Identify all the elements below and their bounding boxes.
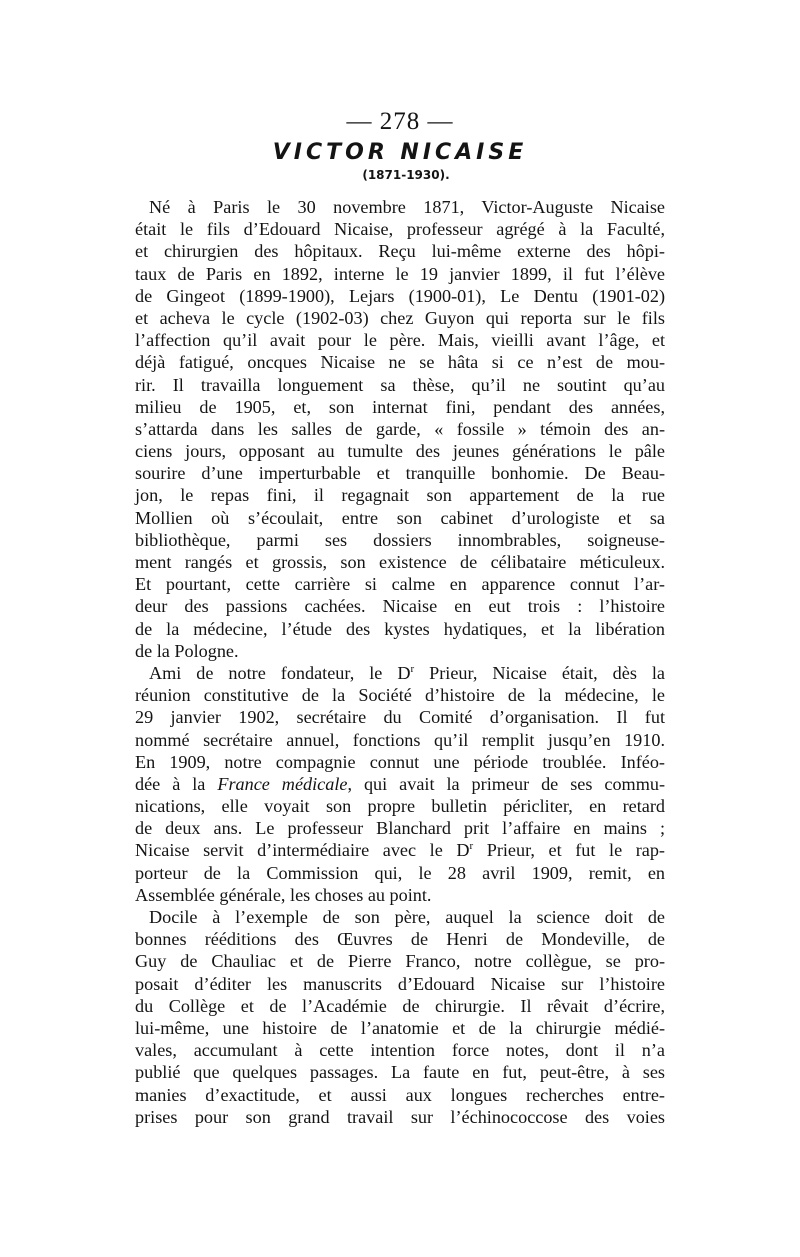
text-line [135,285,665,307]
text-line [135,1061,665,1083]
text-run: porteur de la Commission qui, le 28 avril 1909, remit, en [135,862,665,883]
superscript: r [410,662,415,675]
text-run: publié que quelques passages. La faute en fut, peut-être, à ses [135,1062,665,1083]
text-line [135,240,665,262]
text-run: s’attarda dans les salles de garde, « fossile » témoin des an- [135,418,665,439]
text-line [135,751,665,773]
text-line [135,573,665,595]
text-line [135,396,665,418]
text-run: déjà fatigué, oncques Nicaise ne se hâta si ce n’est de mou- [135,352,665,373]
text-run: de la Pologne. [135,640,239,661]
text-line [135,1084,665,1106]
text-run: Ami de notre fondateur, le D [149,662,411,683]
text-line [135,351,665,373]
text-run: du Collège et de l’Académie de chirurgie. Il rêvait d’écrire, [135,995,665,1016]
text-line [135,1106,665,1128]
text-run: milieu de 1905, et, son internat fini, pendant des années, [135,396,665,417]
text-line [135,884,665,906]
text-line [135,684,665,706]
body-text [135,196,665,1128]
text-run: bonnes rééditions des Œuvres de Henri de Mondeville, de [135,929,665,950]
text-run: vales, accumulant à cette intention force notes, dont il n’a [135,1040,665,1061]
text-run: et chirurgien des hôpitaux. Reçu lui-même externe des hôpi- [135,241,665,262]
text-run: lui-même, une histoire de l’anatomie et de la chirurgie médié- [135,1017,665,1038]
text-run: Mollien où s’écoulait, entre son cabinet d’urologiste et sa [135,507,665,528]
text-run: Prieur, Nicaise était, dès la [414,662,665,683]
text-run: bibliothèque, parmi ses dossiers innombrables, soigneuse- [135,529,665,550]
text-line [135,440,665,462]
text-run: Né à Paris le 30 novembre 1871, Victor-Auguste Nicaise [149,197,665,217]
text-line [135,1017,665,1039]
text-run: de la médecine, l’étude des kystes hydatiques, et la libération [135,618,665,639]
text-line [135,906,665,928]
text-run: nommé secrétaire annuel, fonctions qu’il remplit jusqu’en 1910. [135,729,665,750]
text-line [135,329,665,351]
text-run: jon, le repas fini, il regagnait son appartement de la rue [135,485,665,506]
text-line [135,218,665,240]
text-run: Docile à l’exemple de son père, auquel la science doit de [149,907,665,927]
text-line [135,196,665,218]
text-run: Assemblée générale, les choses au point. [135,884,432,905]
text-run: En 1909, notre compagnie connut une période troublée. Inféo- [135,751,665,772]
text-line [135,640,665,662]
text-line [135,995,665,1017]
text-run: deur des passions cachées. Nicaise en eut trois : l’histoire [135,596,665,617]
article-title: VICTOR NICAISE [272,140,528,165]
text-line [135,973,665,995]
text-run: l’affection qu’il avait pour le père. Mais, vieilli avant l’âge, et [135,330,665,351]
text-line [135,374,665,396]
text-run: de Gingeot (1899-1900), Lejars (1900-01), Le Dentu (1901-02) [135,285,665,306]
text-run: ment rangés et grossis, son existence de célibataire méticuleux. [135,552,665,572]
text-run: posait d’éditer les manuscrits d’Edouard Nicaise sur l’histoire [135,973,665,994]
text-line [135,462,665,484]
text-run: Et pourtant, cette carrière si calme en apparence connut l’ar- [135,574,665,595]
text-run: 29 janvier 1902, secrétaire du Comité d’organisation. Il fut [135,707,665,728]
text-line [135,817,665,839]
text-line [135,307,665,329]
text-line [135,862,665,884]
text-line [135,950,665,972]
text-line [135,662,665,684]
text-line [135,263,665,285]
text-line [135,507,665,529]
text-line [135,618,665,640]
text-run: Nicaise servit d’intermédiaire avec le D [135,840,470,861]
text-line [135,418,665,440]
text-run: dée à la [135,773,218,794]
italic-title: France médicale [217,773,348,794]
text-run: de deux ans. Le professeur Blanchard prit l’affaire en mains ; [135,818,665,839]
text-line [135,1039,665,1061]
text-run: sourire d’une imperturbable et tranquille bonhomie. De Beau- [135,463,665,484]
text-run: Guy de Chauliac et de Pierre Franco, notre collègue, se pro- [135,951,665,972]
text-run: , qui avait la primeur de ses commu- [347,773,666,794]
text-run: était le fils d’Edouard Nicaise, professeur agrégé à la Faculté, [135,219,665,240]
text-line [135,839,665,861]
text-run: réunion constitutive de la Société d’histoire de la médecine, le [135,685,665,706]
page-number: — 278 — [346,108,454,135]
text-line [135,529,665,551]
text-run: taux de Paris en 1892, interne le 19 janvier 1899, il fut l’élève [135,263,665,284]
text-line [135,773,665,795]
life-dates: (1871-1930). [362,168,450,182]
text-line [135,595,665,617]
text-run: ciens jours, opposant au tumulte des jeunes générations le pâle [135,441,665,462]
text-run: et acheva le cycle (1902-03) chez Guyon qui reporta sur le fils [135,307,665,328]
superscript: r [469,840,474,853]
text-line [135,729,665,751]
text-run: Prieur, et fut le rap- [473,840,665,861]
text-line [135,551,665,573]
text-line [135,484,665,506]
text-run: prises pour son grand travail sur l’échinococcose des voies [135,1106,665,1127]
text-run: rir. Il travailla longuement sa thèse, qu’il ne soutint qu’au [135,374,665,395]
text-line [135,795,665,817]
text-run: manies d’exactitude, et aussi aux longues recherches entre- [135,1084,665,1105]
text-line [135,706,665,728]
text-run: nications, elle voyait son propre bulletin péricliter, en retard [135,796,665,817]
text-line [135,928,665,950]
